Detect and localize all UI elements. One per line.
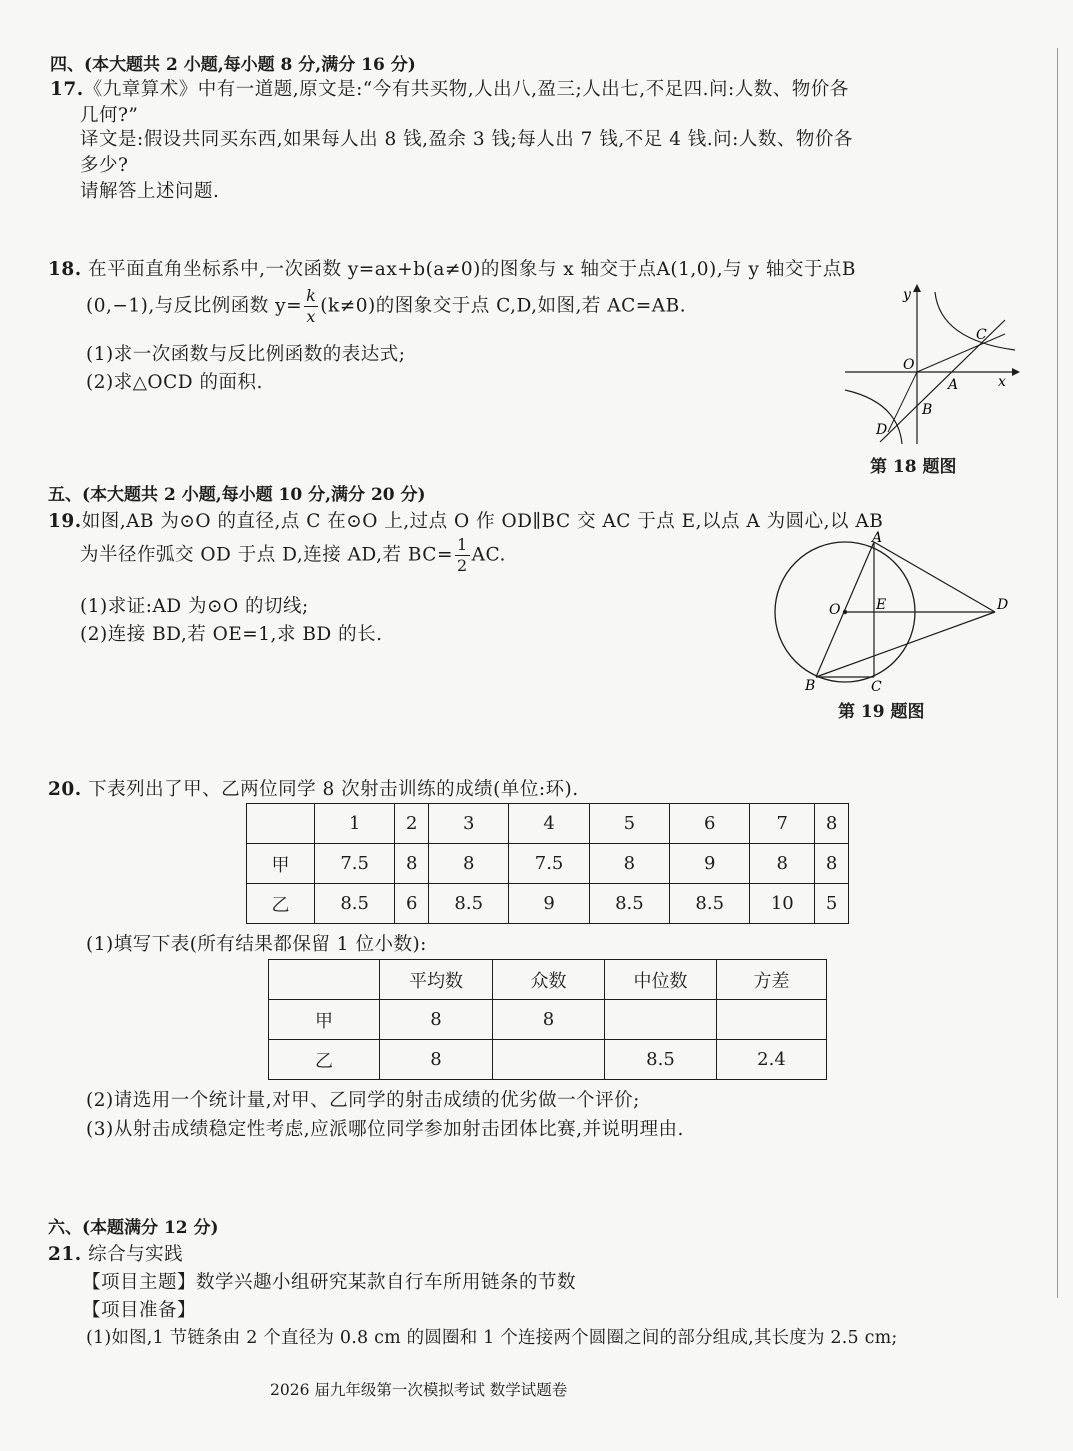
- section-4-title: 四、(本大题共 2 小题,每小题 8 分,满分 16 分): [50, 55, 416, 75]
- q19-label-e: E: [876, 597, 887, 613]
- q18-line1: [48, 255, 856, 281]
- q20-t1-h2: 2: [395, 804, 429, 844]
- q18-sub2: (2)求△OCD 的面积.: [86, 372, 263, 393]
- q20-stats-table: [268, 959, 827, 1080]
- q18-figure-caption: 第 18 题图: [870, 457, 957, 477]
- q17-line3: 译文是:假设共同买东西,如果每人出 8 钱,盈余 3 钱;每人出 7 钱,不足 4 钱.问:人数、物价各: [80, 129, 853, 150]
- q20-t2-r1c3: 8.5: [605, 1040, 717, 1080]
- q19-segment-ad: [874, 542, 995, 612]
- q19-diameter-ab: [816, 542, 874, 677]
- q20-t1-h8: 8: [815, 804, 849, 844]
- q20-t2-r1c4: 2.4: [717, 1040, 827, 1080]
- q19-sub1: (1)求证:AD 为⊙O 的切线;: [80, 596, 309, 617]
- q19-text-line1: 如图,AB 为⊙O 的直径,点 C 在⊙O 上,过点 O 作 OD∥BC 交 AC 于点 E,以点 A 为圆心,以 AB: [81, 511, 884, 532]
- q19-label-d: D: [997, 597, 1009, 613]
- q21-theme: 【项目主题】数学兴趣小组研究某款自行车所用链条的节数: [82, 1272, 577, 1293]
- page-edge-line: [1057, 48, 1058, 1298]
- q20-t1-r1c8: 5: [815, 884, 849, 924]
- q18-label-x: x: [998, 374, 1006, 390]
- q18-label-o: O: [903, 357, 915, 373]
- q17-text-line1: 《九章算术》中有一道题,原文是:“今有共买物,人出八,盈三;人出七,不足四.问:人数、物价各: [83, 79, 849, 100]
- q20-t2-r0c4-blank[interactable]: [717, 1000, 827, 1040]
- q17-number: 17.: [50, 79, 84, 100]
- q19-label-a: A: [872, 530, 883, 546]
- q20-t1-r0c6: 9: [670, 844, 750, 884]
- q20-t1-r0c5: 8: [589, 844, 669, 884]
- q20-t1-h0: [247, 804, 315, 844]
- q20-t1-h4: 4: [509, 804, 589, 844]
- q20-t2-r0c2: 8: [493, 1000, 605, 1040]
- q20-t2-r1c2-blank[interactable]: [493, 1040, 605, 1080]
- q20-score-table: [246, 803, 849, 924]
- q18-figure: [840, 282, 1020, 448]
- q19-frac-num: 1: [456, 535, 468, 554]
- q19-center-dot: [843, 610, 847, 614]
- q20-t1-r0c7: 8: [750, 844, 815, 884]
- q19-label-c: C: [871, 679, 882, 695]
- q17-line2: 几何?”: [80, 105, 139, 126]
- q20-t1-h1: 1: [315, 804, 395, 844]
- q21-title: 综合与实践: [88, 1244, 184, 1265]
- q18-segment-oc: [917, 334, 1005, 372]
- q20-sub3: (3)从射击成绩稳定性考虑,应派哪位同学参加射击团体比赛,并说明理由.: [86, 1119, 684, 1140]
- q20-t2-r0c3-blank[interactable]: [605, 1000, 717, 1040]
- q20-t1-h3: 3: [429, 804, 509, 844]
- q20-t2-r1c0: 乙: [269, 1040, 380, 1080]
- q20-t2-row-jia: [269, 1000, 827, 1040]
- q20-t2-r0c0: 甲: [269, 1000, 380, 1040]
- q20-t2-h3: 中位数: [605, 960, 717, 1000]
- q20-t1-row-yi: [247, 884, 849, 924]
- q20-intro-line: [48, 775, 579, 801]
- q20-t1-r1c3: 8.5: [429, 884, 509, 924]
- q17-line4: 多少?: [80, 155, 129, 176]
- q19-sub2: (2)连接 BD,若 OE=1,求 BD 的长.: [80, 624, 383, 645]
- q19-line2-end: AC.: [471, 544, 506, 566]
- q20-t1-h6: 6: [670, 804, 750, 844]
- q19-frac-den: 2: [456, 556, 468, 575]
- q18-hyperbola-q3: [845, 390, 902, 444]
- q20-t1-r0c2: 8: [395, 844, 429, 884]
- q18-text-line1: 在平面直角坐标系中,一次函数 y=ax+b(a≠0)的图象与 x 轴交于点A(1,0),与 y 轴交于点B: [88, 259, 856, 280]
- q18-x-arrow: [1012, 368, 1020, 376]
- q20-t1-r0c0: 甲: [247, 844, 315, 884]
- q21-number: 21.: [48, 1244, 82, 1265]
- q20-t1-r1c5: 8.5: [589, 884, 669, 924]
- q20-t1-header-row: [247, 804, 849, 844]
- q18-hyperbola-q1: [935, 292, 1015, 350]
- q18-frac-num: k: [306, 286, 317, 305]
- q19-line1: [48, 507, 883, 533]
- q20-t2-r1c1: 8: [380, 1040, 493, 1080]
- q20-t2-h0: [269, 960, 380, 1000]
- q18-label-y: y: [903, 287, 911, 303]
- q18-fraction: [304, 288, 318, 325]
- q20-t1-h7: 7: [750, 804, 815, 844]
- q19-figure-caption: 第 19 题图: [838, 702, 925, 722]
- q17-line5: 请解答上述问题.: [80, 181, 220, 202]
- q20-t2-h4: 方差: [717, 960, 827, 1000]
- section-6-title: 六、(本题满分 12 分): [48, 1218, 219, 1238]
- q20-number: 20.: [48, 779, 82, 800]
- q19-fraction: [455, 537, 470, 574]
- q20-t1-r1c2: 6: [395, 884, 429, 924]
- section-5-title: 五、(本大题共 2 小题,每小题 10 分,满分 20 分): [48, 485, 426, 505]
- q18-label-c: C: [976, 327, 987, 343]
- q18-label-d: D: [876, 422, 888, 438]
- q20-intro: 下表列出了甲、乙两位同学 8 次射击训练的成绩(单位:环).: [88, 779, 579, 800]
- q20-t1-r1c1: 8.5: [315, 884, 395, 924]
- q18-segment-od: [888, 372, 917, 432]
- q20-t1-r1c7: 10: [750, 884, 815, 924]
- q19-label-o: O: [829, 602, 841, 618]
- q20-t1-r0c8: 8: [815, 844, 849, 884]
- q17-line1: [50, 75, 849, 101]
- q20-t2-h2: 众数: [493, 960, 605, 1000]
- page-footer: 2026 届九年级第一次模拟考试 数学试题卷: [270, 1381, 568, 1399]
- q21-item1: (1)如图,1 节链条由 2 个直径为 0.8 cm 的圆圈和 1 个连接两个圆圈之间的部分组成,其长度为 2.5 cm;: [86, 1328, 898, 1348]
- q21-prep: 【项目准备】: [82, 1300, 197, 1321]
- q20-t1-r0c3: 8: [429, 844, 509, 884]
- q20-t1-h5: 5: [589, 804, 669, 844]
- q18-y-arrow: [913, 284, 921, 292]
- q19-label-b: B: [805, 678, 816, 694]
- q19-segment-bd: [816, 612, 995, 677]
- q18-label-a: A: [948, 377, 959, 393]
- q19-line2: [80, 537, 506, 574]
- q20-t2-h1: 平均数: [380, 960, 493, 1000]
- q18-line2-end: (k≠0)的图象交于点 C,D,如图,若 AC=AB.: [320, 295, 687, 317]
- q20-t2-header-row: [269, 960, 827, 1000]
- q19-figure: [770, 530, 1015, 695]
- q20-t1-r0c1: 7.5: [315, 844, 395, 884]
- q19-number: 19.: [48, 511, 82, 532]
- q20-t1-r1c0: 乙: [247, 884, 315, 924]
- q18-label-b: B: [922, 402, 933, 418]
- q20-t1-r1c6: 8.5: [670, 884, 750, 924]
- q18-sub1: (1)求一次函数与反比例函数的表达式;: [86, 344, 406, 365]
- q20-t1-r1c4: 9: [509, 884, 589, 924]
- q20-t2-r0c1: 8: [380, 1000, 493, 1040]
- q20-t1-r0c4: 7.5: [509, 844, 589, 884]
- q18-line2: [86, 288, 686, 325]
- q18-frac-den: x: [306, 307, 316, 326]
- q20-sub1: (1)填写下表(所有结果都保留 1 位小数):: [86, 934, 427, 955]
- q20-sub2: (2)请选用一个统计量,对甲、乙同学的射击成绩的优劣做一个评价;: [86, 1090, 640, 1111]
- q20-t2-row-yi: [269, 1040, 827, 1080]
- q18-line2-start: (0,−1),与反比例函数 y=: [86, 295, 303, 317]
- q18-number: 18.: [48, 259, 82, 280]
- q19-line2-start: 为半径作弧交 OD 于点 D,连接 AD,若 BC=: [80, 544, 453, 566]
- q21-title-line: [48, 1240, 183, 1266]
- q20-t1-row-jia: [247, 844, 849, 884]
